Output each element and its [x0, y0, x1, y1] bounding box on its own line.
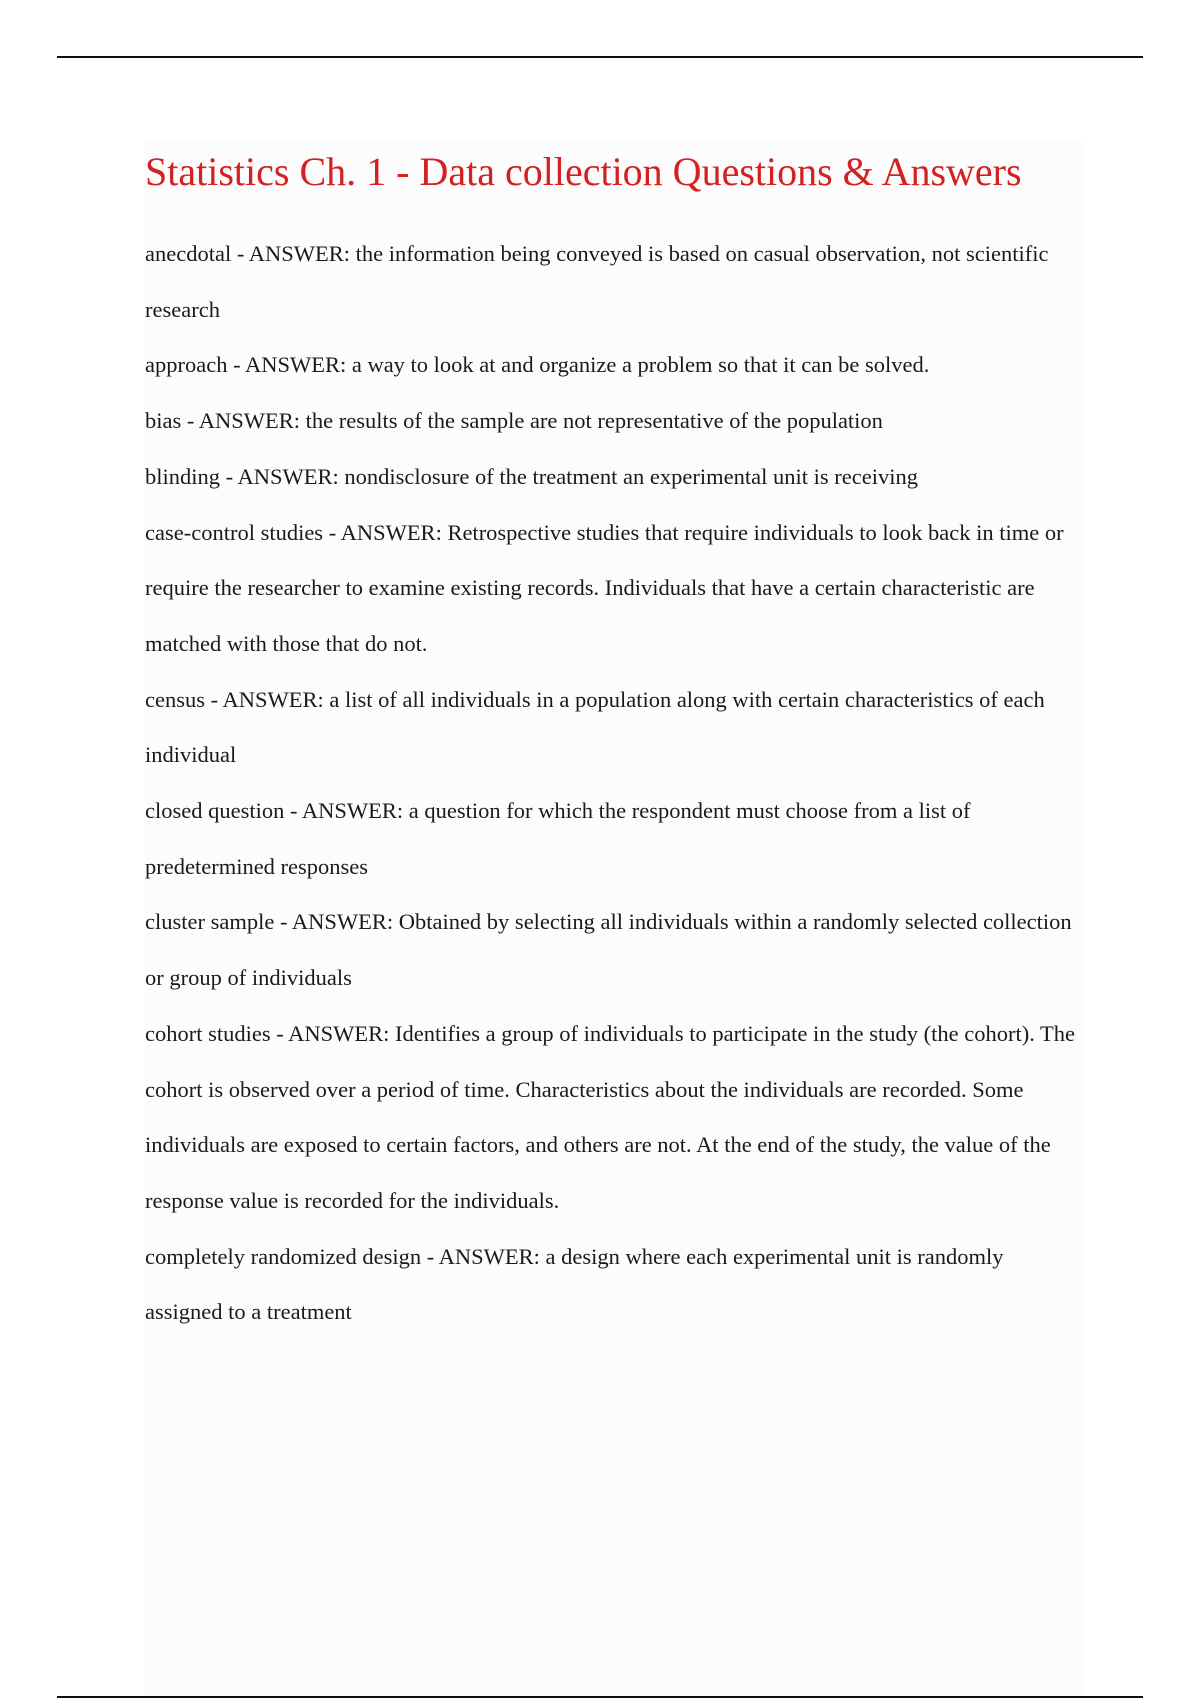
qa-entry-case-control-studies: case-control studies - ANSWER: Retrospective studies that require individuals to look back in time or require the researcher to examine existing records. Individuals that have a certain characteristic are matched with those that do not. — [145, 519, 1064, 656]
qa-entry-cohort-studies: cohort studies - ANSWER: Identifies a group of individuals to participate in the study (the cohort). The cohort is observed over a period of time. Characteristics about the individuals are recorded. Some individuals are exposed to certain factors, and others are not. At the end of the study, the value of the response value is recorded for the individuals. — [145, 1020, 1076, 1213]
qa-entry-bias: bias - ANSWER: the results of the sample are not representative of the population — [145, 408, 883, 434]
qa-entry-cluster-sample: cluster sample - ANSWER: Obtained by selecting all individuals within a randomly selected collection or group of individuals — [145, 909, 1072, 991]
bottom-rule — [57, 1696, 1143, 1698]
qa-entry-closed-question: closed question - ANSWER: a question for which the respondent must choose from a list of predetermined responses — [145, 798, 971, 879]
qa-entry-completely-randomized-design: completely randomized design - ANSWER: a design where each experimental unit is randomly assigned to a treatment — [145, 1243, 1004, 1325]
document-page — [145, 140, 1085, 1696]
top-rule — [57, 56, 1143, 58]
qa-entry-approach: approach - ANSWER: a way to look at and organize a problem so that it can be solved. — [145, 352, 930, 378]
qa-entry-anecdotal: anecdotal - ANSWER: the information being conveyed is based on casual observation, not scientific research — [145, 241, 1049, 322]
qa-entry-blinding: blinding - ANSWER: nondisclosure of the treatment an experimental unit is receiving — [145, 463, 918, 489]
qa-entry-census: census - ANSWER: a list of all individuals in a population along with certain characteristics of each individual — [145, 686, 1045, 768]
qa-list — [145, 226, 1085, 1340]
document-title: Statistics Ch. 1 - Data collection Questions & Answers — [145, 149, 1022, 194]
